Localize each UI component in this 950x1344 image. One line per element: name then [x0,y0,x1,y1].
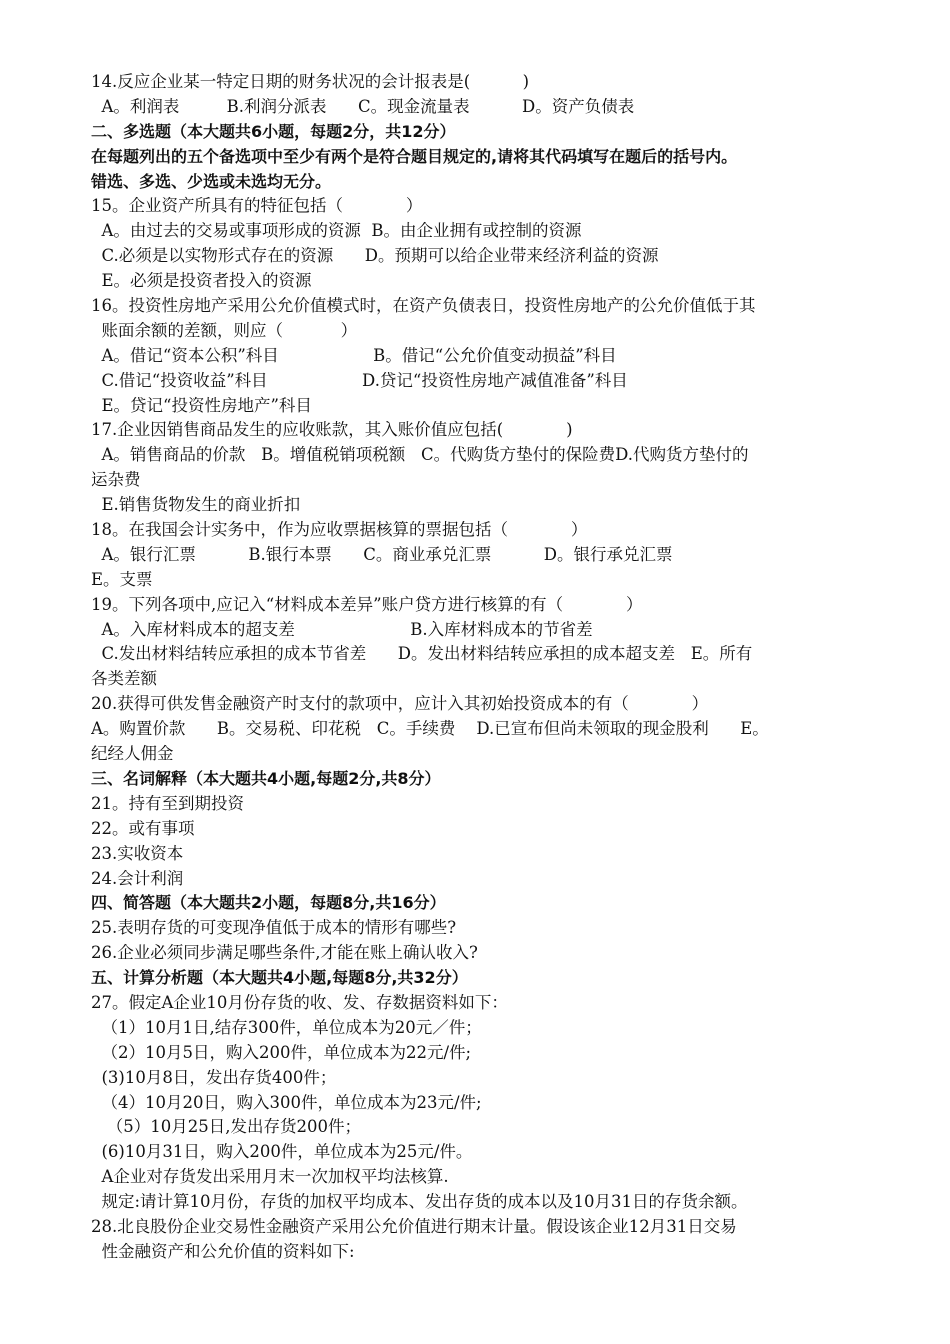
question-27-data: （1）10月1日,结存300件，单位成本为20元／件； [91,1017,482,1037]
question-18: 18。在我国会计实务中，作为应收票据核算的票据包括（ ） [91,520,588,540]
section-heading-multiple-choice: 二、多选题（本大题共6小题，每题2分，共12分） [91,121,456,141]
question-18-options: A。银行汇票 B.银行本票 C。商业承兑汇票 D。银行承兑汇票 [91,544,673,564]
section-instruction: 错选、多选、少选或未选均无分。 [91,171,332,191]
question-16-options: C.借记“投资收益”科目 D.贷记“投资性房地产减值准备”科目 [91,370,628,390]
question-14-options: A。利润表 B.利润分派表 C。现金流量表 D。资产负债表 [91,96,635,116]
question-28: 28.北良股份企业交易性金融资产采用公允价值进行期末计量。假设该企业12月31日交易 [91,1216,737,1236]
question-15-options: A。由过去的交易或事项形成的资源 B。由企业拥有或控制的资源 [91,221,582,241]
question-15: 15。企业资产所具有的特征包括（ ） [91,196,423,216]
question-28: 性金融资产和公允价值的资料如下: [91,1241,355,1261]
question-19-options: A。入库材料成本的超支差 B.入库材料成本的节省差 [91,619,593,639]
question-20-options: A。购置价款 B。交易税、印花税 C。手续费 D.已宣布但尚未领取的现金股利 E。 [91,719,769,739]
question-27-note: A企业对存货发出采用月末一次加权平均法核算. [91,1167,449,1187]
question-14: 14.反应企业某一特定日期的财务状况的会计报表是( ) [91,72,530,91]
question-27-data: （4）10月20日，购入300件，单位成本为23元/件; [91,1092,482,1112]
question-18-options: E。支票 [91,569,153,589]
question-27-data: （5）10月25日,发出存货200件； [91,1117,361,1137]
question-20: 20.获得可供发售金融资产时支付的款项中，应计入其初始投资成本的有（ ） [91,694,709,714]
question-16: 账面余额的差额，则应（ ） [91,320,358,340]
question-16-options: E。贷记“投资性房地产”科目 [91,395,312,415]
question-22: 22。或有事项 [91,818,195,838]
question-27-requirement: 规定:请计算10月份，存货的加权平均成本、发出存货的成本以及10月31日的存货余额。 [91,1192,748,1212]
section-heading-short-answer: 四、简答题（本大题共2小题，每题8分,共16分） [91,893,446,913]
question-26: 26.企业必须同步满足哪些条件,才能在账上确认收入? [91,943,478,963]
question-24: 24.会计利润 [91,868,184,888]
question-25: 25.表明存货的可变现净值低于成本的情形有哪些? [91,918,457,938]
question-27-data: (6)10月31日，购入200件，单位成本为25元/件。 [91,1142,473,1162]
question-17-options: E.销售货物发生的商业折扣 [91,495,301,515]
question-15-options: E。必须是投资者投入的资源 [91,271,312,291]
question-16: 16。投资性房地产采用公允价值模式时，在资产负债表日，投资性房地产的公允价值低于其 [91,296,756,316]
question-19: 19。下列各项中,应记入“材料成本差异”账户贷方进行核算的有（ ） [91,594,643,614]
question-15-options: C.必须是以实物形式存在的资源 D。预期可以给企业带来经济利益的资源 [91,246,659,266]
section-instruction: 在每题列出的五个备选项中至少有两个是符合题目规定的,请将其代码填写在题后的括号内。 [91,146,738,166]
question-17-options: A。销售商品的价款 B。增值税销项税额 C。代购货方垫付的保险费D.代购货方垫付的 [91,445,749,465]
question-21: 21。持有至到期投资 [91,793,244,813]
question-19-options: C.发出材料结转应承担的成本节省差 D。发出材料结转应承担的成本超支差 E。所有 [91,644,753,664]
question-27-data: （2）10月5日，购入200件，单位成本为22元/件; [91,1042,472,1062]
question-16-options: A。借记“资本公积”科目 B。借记“公允价值变动损益”科目 [91,345,617,365]
section-heading-terms: 三、名词解释（本大题共4小题,每题2分,共8分） [91,768,441,788]
section-heading-calculation: 五、计算分析题（本大题共4小题,每题8分,共32分） [91,968,468,988]
question-27-data: (3)10月8日，发出存货400件； [91,1067,337,1087]
question-19-options: 各类差额 [91,669,157,689]
question-23: 23.实收资本 [91,843,184,863]
question-20-options: 纪经人佣金 [91,744,174,764]
question-27: 27。假定A企业10月份存货的收、发、存数据资料如下： [91,992,508,1012]
question-17-options: 运杂费 [91,470,141,490]
question-17: 17.企业因销售商品发生的应收账款，其入账价值应包括( ) [91,420,573,440]
